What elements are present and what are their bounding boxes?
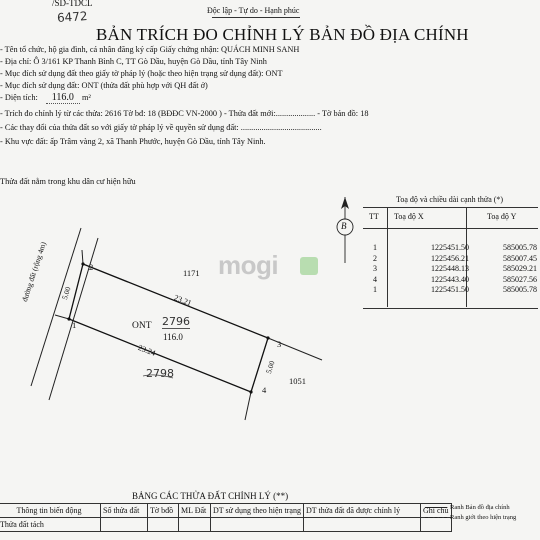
coords-row-2 (363, 254, 537, 265)
bottom-header-landtype: ML Đất (179, 504, 211, 518)
coords-cell-tt: 2 (373, 253, 377, 263)
legend-item-actual-boundary (425, 513, 516, 523)
road-top-extension (82, 250, 83, 264)
land-type-label: ONT (132, 321, 152, 331)
parcel-map (0, 180, 330, 440)
bottom-cell (101, 518, 148, 532)
coords-row-1 (363, 243, 537, 254)
motto-underline (212, 17, 300, 18)
purpose-line: - Mục đích sử dụng đất theo giấy tờ pháp lý (hoặc theo hiện trạng sử dụng đất): ONT (0, 69, 283, 78)
area-line (0, 93, 91, 104)
bottom-row-label: Thửa đất tách (0, 518, 101, 532)
coords-row-5 (363, 285, 537, 296)
bottom-title-mark: (**) (273, 491, 289, 501)
vertex-marker-1 (67, 317, 70, 320)
extract-line: - Trích đo chỉnh lý từ các thửa: 2616 Tờ bđ: 18 (BĐĐC VN-2000 ) - Thửa đất mới:................... - Tờ bản đồ: 18 (0, 109, 369, 118)
coords-row-3 (363, 264, 537, 275)
road-label: đường đất (rộng 4m) (20, 240, 48, 303)
document-title: BẢN TRÍCH ĐO CHỈNH LÝ BẢN ĐỒ ĐỊA CHÍNH (96, 25, 469, 44)
coords-cell-tt: 4 (373, 274, 377, 284)
coords-title-text: Toạ độ và chiều dài cạnh thửa (396, 195, 492, 204)
bottom-header-area-actual: DT sử dụng theo hiện trạng (211, 504, 304, 518)
compass-letter: B (341, 221, 347, 231)
owner-line: - Tên tổ chức, hộ gia đình, cá nhân đăng ký cấp Giấy chứng nhận: QUÁCH MINH SANH (0, 45, 300, 54)
coords-title (396, 195, 503, 204)
neighbor-parcel-1051: 1051 (289, 376, 306, 386)
coords-title-mark: (*) (493, 195, 504, 204)
bottom-header-parcel: Số thửa đất (101, 504, 148, 518)
bottom-cell (179, 518, 211, 532)
national-motto: Độc lập - Tự do - Hạnh phúc (207, 6, 300, 15)
bottom-header-info: Thông tin biến động (0, 504, 101, 518)
coords-cell-tt: 1 (373, 243, 377, 252)
vertex-marker-2 (81, 262, 84, 265)
boundary-left-extension (55, 315, 69, 319)
legend-item-map-boundary (425, 503, 516, 513)
edge-right-length: 5.00 (264, 359, 277, 375)
coords-cell-y: 585007.45 (503, 253, 537, 263)
coords-cell-x: 1225443.40 (431, 274, 469, 284)
watermark-logo: mogi (218, 250, 279, 280)
purpose-legal-line: - Mục đích sử dụng đất: ONT (thửa đất phù hợp với QH đất ở) (0, 81, 208, 90)
coords-cell-x: 1225448.13 (431, 264, 469, 274)
bottom-table-row (0, 518, 451, 532)
vertex-marker-3 (266, 336, 269, 339)
coords-cell-y: 585005.78 (503, 285, 537, 295)
edge-left-length: 5.00 (60, 285, 73, 301)
legend-line-solid (425, 507, 447, 508)
coords-row (363, 243, 537, 296)
edge-bottom-length: 23.24 (136, 343, 157, 358)
coords-header-tt: TT (369, 212, 379, 221)
adjusted-parcels-table (0, 503, 452, 532)
coords-cell-y: 585027.56 (503, 274, 537, 284)
bottom-cell (211, 518, 304, 532)
vertex-label-4: 4 (262, 385, 267, 395)
coords-cell-x: 1225451.50 (431, 243, 469, 252)
handwritten-parcel-number: 2796 (162, 315, 190, 328)
legend-label-actual-boundary: Ranh giới theo hiện trạng (450, 514, 517, 521)
coords-cell-x: 1225451.50 (431, 285, 469, 295)
location-line: - Khu vực đất: ấp Trâm vàng 2, xã Thanh Phước, huyện Gò Dầu, tỉnh Tây Ninh. (0, 137, 266, 146)
form-code: /SD-TDCL (52, 0, 93, 8)
coords-cell-y: 585005.78 (503, 243, 537, 252)
area-label: - Diện tích: (0, 93, 38, 102)
vertex-marker-4 (249, 390, 252, 393)
handwritten-number-below: 2798 (146, 367, 174, 380)
bottom-header-note: Ghi chú (421, 504, 452, 518)
coords-row-4 (363, 275, 537, 286)
address-line: - Địa chỉ: Ô 3/161 KP Thanh Bình C, TT Gò Dầu, huyện Gò Dầu, tỉnh Tây Ninh (0, 57, 267, 66)
bottom-table-header-row (0, 504, 451, 518)
bottom-header-sheet: Tờ bđồ (148, 504, 179, 518)
vertex-label-2: 2 (89, 262, 94, 272)
bottom-cell (304, 518, 421, 532)
edge-top-length: 23.21 (172, 293, 193, 308)
legend (425, 503, 516, 523)
map-note: Thửa đất nằm trong khu dân cư hiện hữu (0, 177, 136, 186)
bottom-table-title (132, 491, 288, 501)
handwritten-number-top: 6472 (56, 8, 88, 26)
changes-line: - Các thay đổi của thửa đất so với giấy tờ pháp lý về quyền sử dụng đất: ....................................... (0, 123, 322, 132)
coords-cell-tt: 3 (373, 264, 377, 274)
area-value: 116.0 (46, 93, 80, 104)
boundary-right-extension (245, 392, 251, 420)
bottom-cell (148, 518, 179, 532)
coords-header-y: Toạ độ Y (487, 212, 517, 221)
bottom-title-text: BẢNG CÁC THỬA ĐẤT CHỈNH LÝ (132, 491, 271, 501)
coords-header-line (363, 228, 538, 229)
legend-line-dashed (425, 517, 447, 518)
coords-cell-x: 1225456.21 (431, 253, 469, 263)
vertex-label-3: 3 (277, 339, 282, 349)
legend-label-map-boundary: Ranh Bản đồ địa chính (450, 504, 510, 511)
coords-header-x: Toạ độ X (394, 212, 424, 221)
bottom-header-area-adjusted: DT thửa đất đã được chỉnh lý (304, 504, 421, 518)
parcel-area-label: 116.0 (163, 332, 183, 342)
watermark-mark (300, 257, 318, 275)
area-unit: m² (81, 93, 91, 102)
coords-cell-tt: 1 (373, 285, 377, 295)
coords-cell-y: 585029.21 (503, 264, 537, 274)
vertex-label-1: 1 (72, 320, 77, 330)
neighbor-parcel-1171: 1171 (183, 268, 200, 278)
